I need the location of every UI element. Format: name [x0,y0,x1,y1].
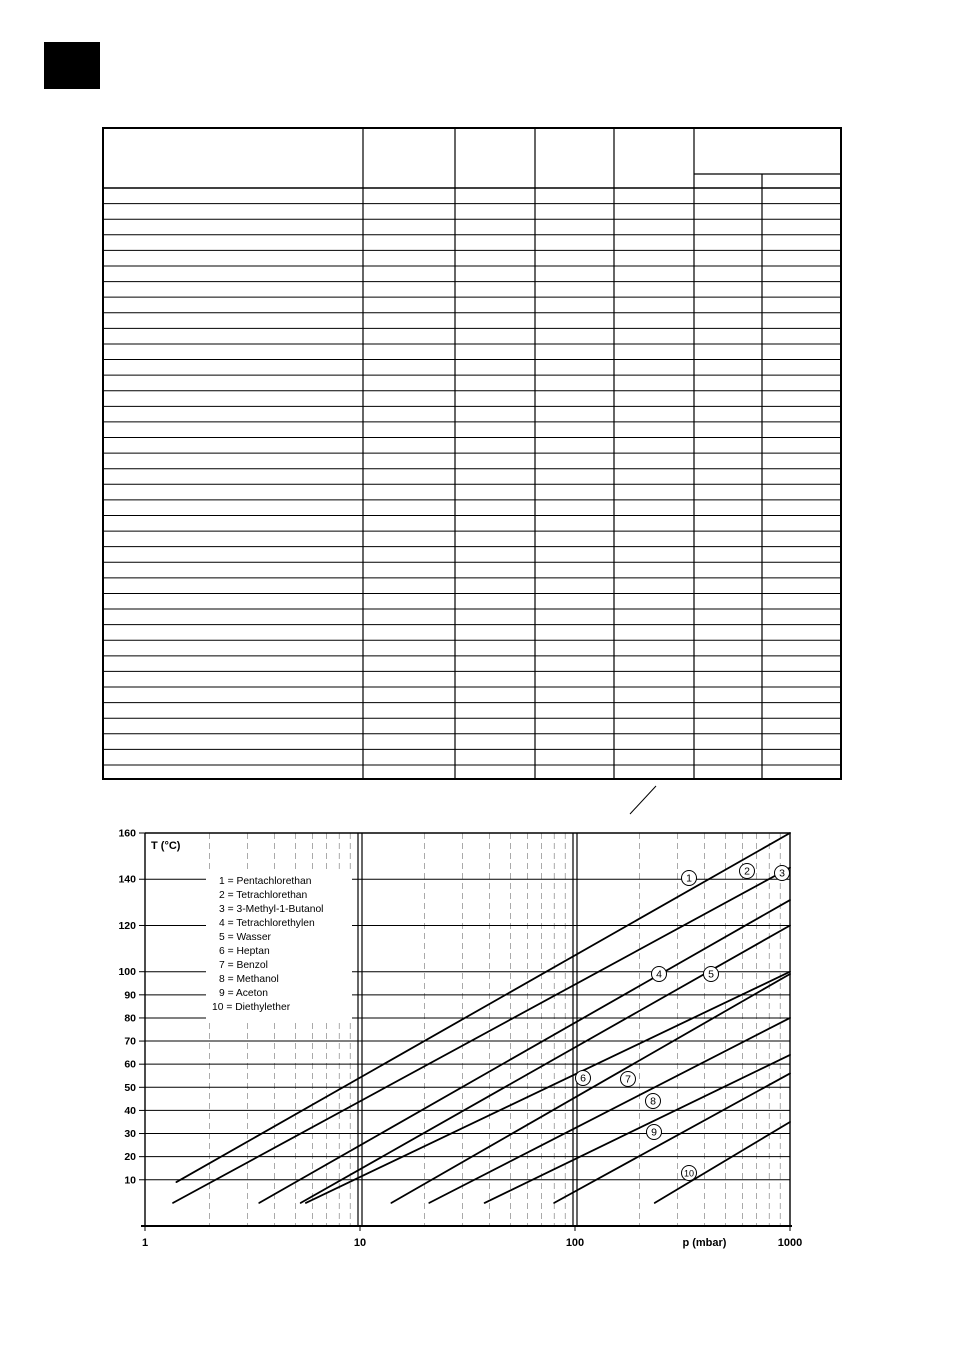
series-line-10 [655,1122,790,1203]
legend-entry: 6 = Heptan [219,946,270,957]
curve-label-8 [646,1094,661,1109]
curve-label-1 [682,871,697,886]
y-tick-label: 80 [124,1012,136,1025]
curve-label-text: 5 [708,968,714,981]
y-tick-label: 30 [124,1128,136,1141]
curve-label-10 [682,1166,697,1181]
curve-label-text: 7 [625,1073,631,1086]
legend-entry: 8 = Methanol [219,974,279,985]
curve-label-text: 2 [744,865,750,878]
curve-label-9 [647,1125,662,1140]
y-tick-label: 160 [118,827,136,840]
curve-label-5 [704,967,719,982]
legend-entry: 2 = Tetrachlorethan [219,890,308,901]
legend-entry: 1 = Pentachlorethan [219,876,312,887]
y-tick-label: 60 [124,1058,136,1071]
y-tick-label: 90 [124,989,136,1002]
legend-entry: 7 = Benzol [219,960,268,971]
legend-entry: 4 = Tetrachlorethylen [219,918,315,929]
x-tick-label: 1 [141,1237,149,1249]
legend-entry: 3 = 3-Methyl-1-Butanol [219,904,324,915]
y-tick-label: 20 [124,1151,136,1164]
y-axis-title: T (°C) [151,840,181,852]
curve-label-6 [576,1071,591,1086]
curve-label-2 [740,864,755,879]
series-line-8 [485,1055,790,1203]
x-axis-title: p (mbar) [682,1237,727,1249]
x-tick-label: 1000 [777,1237,803,1249]
y-tick-label: 50 [124,1081,136,1094]
curve-label-text: 1 [686,872,692,885]
x-tick-label: 100 [565,1237,585,1249]
curve-label-4 [652,967,667,982]
curve-label-text: 4 [656,968,662,981]
curve-label-7 [621,1072,636,1087]
y-tick-label: 100 [118,966,136,979]
y-tick-label: 40 [124,1104,136,1117]
curve-label-text: 8 [650,1095,656,1108]
legend-entry: 9 = Aceton [219,988,268,999]
series-line-6 [391,974,790,1203]
legend-entry: 10 = Diethylether [212,1002,291,1013]
curve-label-text: 10 [683,1168,695,1179]
curve-label-text: 9 [651,1126,657,1139]
page-marker-block [44,42,100,89]
blank-data-table [102,127,842,780]
curve-label-text: 3 [779,867,785,880]
y-tick-label: 70 [124,1035,136,1048]
y-tick-label: 140 [118,873,136,886]
curve-label-3 [775,866,790,881]
series-line-9 [554,1073,790,1202]
y-tick-label: 120 [118,919,136,932]
pointer-line [628,784,658,816]
y-tick-label: 10 [124,1174,136,1187]
legend-entry: 5 = Wasser [219,932,271,943]
curve-label-text: 6 [580,1072,586,1085]
vapor-pressure-chart [94,820,814,1260]
x-tick-label: 10 [353,1237,367,1249]
